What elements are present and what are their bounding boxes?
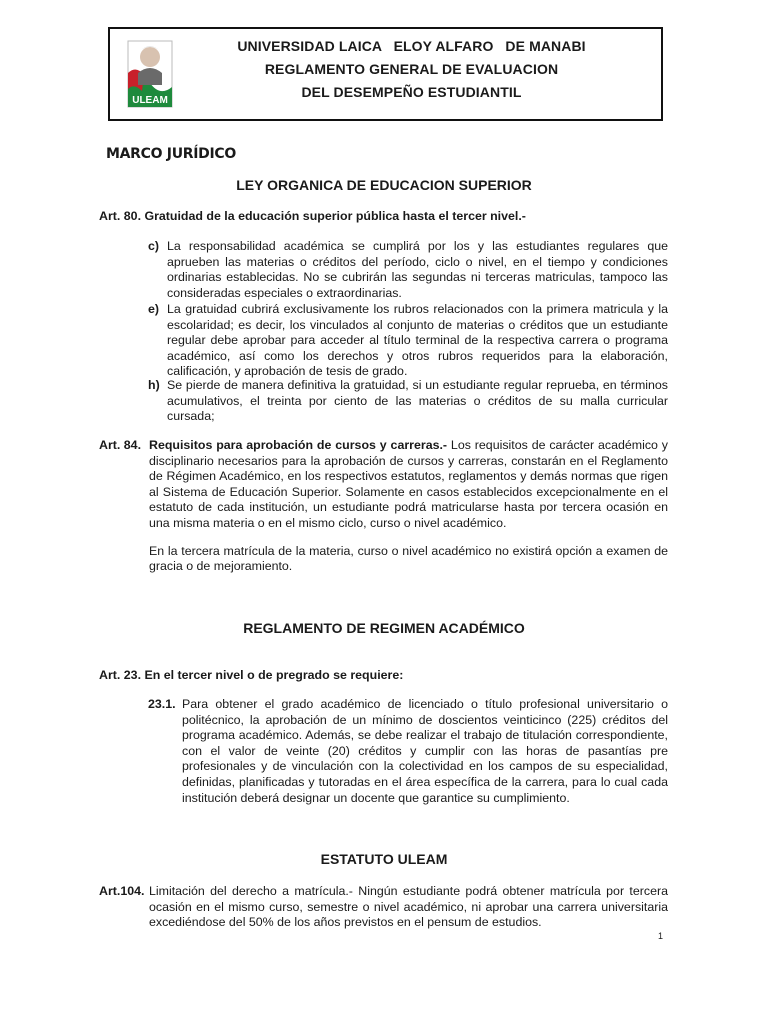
art-84-number: Art. 84. bbox=[99, 438, 142, 452]
university-name: UNIVERSIDAD LAICA ELOY ALFARO DE MANABI bbox=[237, 38, 586, 54]
art-104 bbox=[99, 884, 668, 931]
heading-estatuto: ESTATUTO ULEAM bbox=[320, 851, 448, 867]
list-item-23-1 bbox=[148, 697, 668, 806]
heading-rra: REGLAMENTO DE REGIMEN ACADÉMICO bbox=[243, 620, 525, 636]
list-item-text: Se pierde de manera definitiva la gratuidad, si un estudiante regular reprueba, en términos acumulativos, el treinta por ciento de las materias o créditos de su malla curricular cursada; bbox=[167, 378, 668, 424]
list-item-e bbox=[148, 302, 668, 380]
list-item-c bbox=[148, 239, 668, 301]
regulation-subtitle: DEL DESEMPEÑO ESTUDIANTIL bbox=[301, 84, 522, 100]
art-84-text: Los requisitos de carácter académico y disciplinario necesarios para la aprobación de cursos y carreras, constarán en el Reglamento de Régimen Académico, en los respectivos estatutos, reglamentos y demás normas que rigen al Sistema de Educación Superior. Solamente en casos establecidos excepcionalmente en el estatuto de cada institución, un estudiante podrá matricularse hasta por tercera ocasión en una misma materia o en el mismo ciclo, curso o nivel académico. bbox=[149, 438, 668, 530]
art-84-paragraph-2: En la tercera matrícula de la materia, curso o nivel académico no existirá opción a examen de gracia o de mejoramiento. bbox=[149, 543, 668, 574]
list-item-text: Para obtener el grado académico de licenciado o título profesional universitario o politécnico, la aprobación de un mínimo de doscientos veinticinco (225) créditos del programa académico. Además, se debe realizar el trabajo de titulación correspondiente, con el valor de veinte (20) créditos y cumplir con las horas de pasantías pre profesionales y de vinculación con la colectividad en los campos de su especialidad, definidas, planificadas y tutoradas en el área específica de la carrera, para lo cual cada institución deberá designar un docente que garantice su cumplimiento. bbox=[182, 697, 668, 805]
list-item-label: h) bbox=[148, 378, 160, 392]
list-item-label: 23.1. bbox=[148, 697, 176, 711]
list-item-text: La responsabilidad académica se cumplirá por los y las estudiantes regulares que aprueben las materias o créditos del período, ciclo o nivel, en el tiempo y condiciones ordinarias establecidas. No se cubrirán las segundas ni terceras matriculas, tampoco las consideradas especiales o extraordinarias. bbox=[167, 239, 668, 300]
page-number: 1 bbox=[658, 931, 664, 941]
art-104-text: Limitación del derecho a matrícula.- Ningún estudiante podrá obtener matrícula por tercera ocasión en el mismo curso, semestre o nivel académico, ni aprobar una carrera universitaria excediéndose del 50% de los años previstos en el pensum de estudios. bbox=[149, 884, 668, 930]
regulation-title: REGLAMENTO GENERAL DE EVALUACION bbox=[264, 61, 559, 77]
header-box bbox=[108, 27, 663, 121]
section-marco-juridico: MARCO JURÍDICO bbox=[106, 146, 236, 162]
heading-loes: LEY ORGANICA DE EDUCACION SUPERIOR bbox=[236, 177, 532, 193]
list-item-label: e) bbox=[148, 302, 160, 316]
art-84 bbox=[99, 438, 668, 575]
header-titles bbox=[180, 35, 643, 104]
logo-text: ULEAM bbox=[132, 95, 168, 106]
art-104-number: Art.104. bbox=[99, 884, 145, 898]
university-logo bbox=[126, 39, 174, 109]
list-item-h bbox=[148, 378, 668, 425]
list-item-label: c) bbox=[148, 239, 160, 253]
art-84-title: Requisitos para aprobación de cursos y carreras.- bbox=[149, 438, 448, 452]
list-item-text: La gratuidad cubrirá exclusivamente los rubros relacionados con la primera matricula y la escolaridad; es decir, los vinculados al conjunto de materias o créditos que un estudiante regular debe aprobar para acceder al título terminal de la respectiva carrera o programa académico, así como los derechos y otros rubros requeridos para la elaboración, calificación, y aprobación de tesis de grado. bbox=[167, 302, 668, 379]
art-80-heading: Art. 80. Gratuidad de la educación superior pública hasta el tercer nivel.- bbox=[99, 209, 526, 223]
art-23-heading: Art. 23. En el tercer nivel o de pregrado se requiere: bbox=[99, 668, 404, 682]
